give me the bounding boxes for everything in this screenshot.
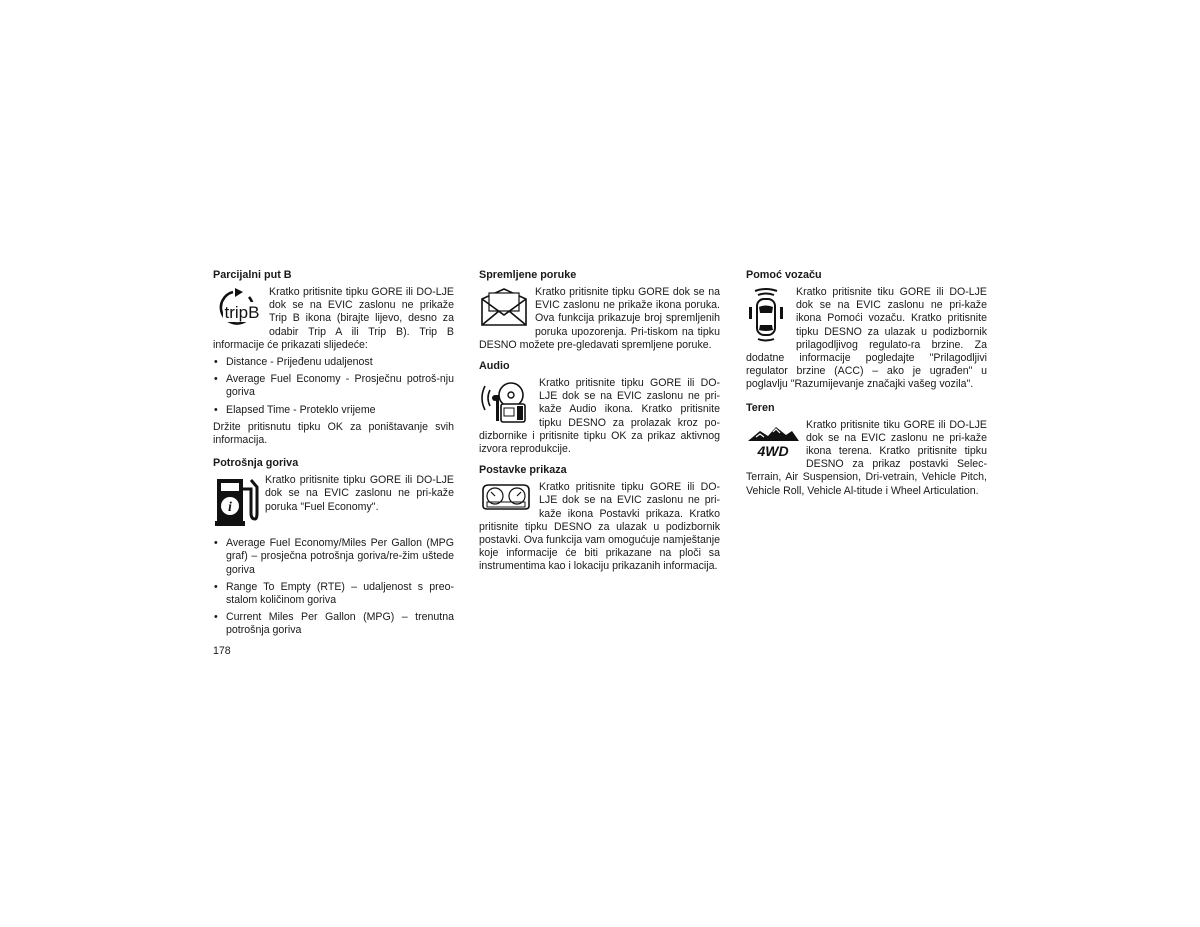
section-body: Kratko pritisnite tiku GORE ili DO-LJE dok se na EVIC zaslonu ne pri-kaže ikona Pomoći vozaču. Kratko pritisnite tipku DESNO za ulazak u podizbornik prilagodljivog regulato-ra brzine. Za dodatne informacije pogledajte "Prilagodljivi regulator brzine (ACC) – ako je ugrađen" u poglavlju "Razumijevanje značajki vašeg vozila". xyxy=(746,286,987,391)
section-title: Postavke prikaza xyxy=(479,464,567,477)
bullet-list xyxy=(213,537,454,637)
list-item: • Elapsed Time - Proteklo vrijeme xyxy=(213,404,454,417)
section-note: Držite pritisnutu tipku OK za poništavanje svih informacija. xyxy=(213,420,454,447)
section-title: Audio xyxy=(479,360,510,373)
trip-b-icon-label: tripB xyxy=(224,303,260,322)
envelope-icon xyxy=(479,287,529,327)
list-item: • Distance - Prijeđenu udaljenost xyxy=(213,356,454,369)
bullet-list xyxy=(213,356,454,417)
column-2 xyxy=(479,268,720,581)
column-1 xyxy=(213,268,454,645)
section-body: Kratko pritisnite tiku GORE ili DO-LJE dok se na EVIC zaslonu ne pri-kaže ikona terena. Kratko pritisnite tipku DESNO za prikaz postavki Selec-Terrain, Air Suspension, Dri-vetrain, Vehicle Pitch, Vehicle Roll, Vehicle Al-titude i Wheel Articulation. xyxy=(746,418,987,497)
section-fuel-economy xyxy=(213,456,454,637)
section-body: Kratko pritisnite tipku GORE dok se na EVIC zaslonu ne prikaže ikona poruka. Ova funkcija prikazuje broj spremljenih poruka upozorenja. Pri-tiskom na tipku DESNO možete pre-gledavati spremljene poruke. xyxy=(479,286,720,351)
fuel-pump-info-icon xyxy=(213,475,259,527)
section-title: Teren xyxy=(746,401,775,414)
terrain-4wd-icon xyxy=(746,425,800,459)
section-audio xyxy=(479,359,720,456)
driver-assist-car-icon xyxy=(746,287,786,345)
list-item: • Range To Empty (RTE) – udaljenost s preo-stalom količinom goriva xyxy=(213,581,454,607)
section-title: Parcijalni put B xyxy=(213,269,292,281)
list-item: • Average Fuel Economy - Prosječnu potroš-nju goriva xyxy=(213,373,454,399)
section-body: Kratko pritisnite tipku GORE ili DO-LJE dok se na EVIC zaslonu ne pri-kaže poruka "Fuel Economy". xyxy=(265,474,454,513)
page-number: 178 xyxy=(213,645,231,657)
section-title: Spremljene poruke xyxy=(479,269,577,281)
list-item: • Current Miles Per Gallon (MPG) – trenutna potrošnja goriva xyxy=(213,611,454,637)
section-trip-b xyxy=(213,268,454,447)
column-3 xyxy=(746,268,987,505)
section-terrain xyxy=(746,401,987,498)
terrain-icon-label: 4WD xyxy=(757,442,789,459)
list-item: • Average Fuel Economy/Miles Per Gallon (MPG graf) – prosječna potrošnja goriva/re-žim uštede goriva xyxy=(213,537,454,577)
section-body: Kratko pritisnite tipku GORE ili DO-LJE dok se na EVIC zaslonu ne pri-kaže ikona Postavki prikaza. Kratko pritisnite tipku DESNO za ulazak u podizbornik postavki. Ova funkcija vam omogućuje namještanje koje informacije će biti prikazane na ploči sa instrumentima kao i lokaciju prikazanih informacija. xyxy=(479,481,720,573)
display-settings-icon xyxy=(479,482,533,512)
section-body: Kratko pritisnite tipku GORE ili DO-LJE dok se na EVIC zaslonu ne pri-kaže Audio ikona. Kratko pritisnite tipku DESNO za prolazak kroz po-dizbornike i pritisnite tipku OK za prikaz aktivnog izvora reprodukcije. xyxy=(479,377,720,456)
section-title: Pomoć vozaču xyxy=(746,269,822,281)
section-driver-assist xyxy=(746,268,987,392)
audio-icon xyxy=(479,378,533,424)
section-title: Potrošnja goriva xyxy=(213,457,299,470)
section-body: Kratko pritisnite tipku GORE ili DO-LJE dok se na EVIC zaslonu ne prikaže Trip B ikona (birajte lijevo, desno za odabir Trip A ili Trip B). Trip B informacije će prikazati slijedeće: xyxy=(213,286,454,351)
trip-b-icon xyxy=(213,287,263,331)
section-stored-messages xyxy=(479,268,720,352)
section-display-settings xyxy=(479,463,720,573)
svg-text:i: i xyxy=(228,500,232,516)
